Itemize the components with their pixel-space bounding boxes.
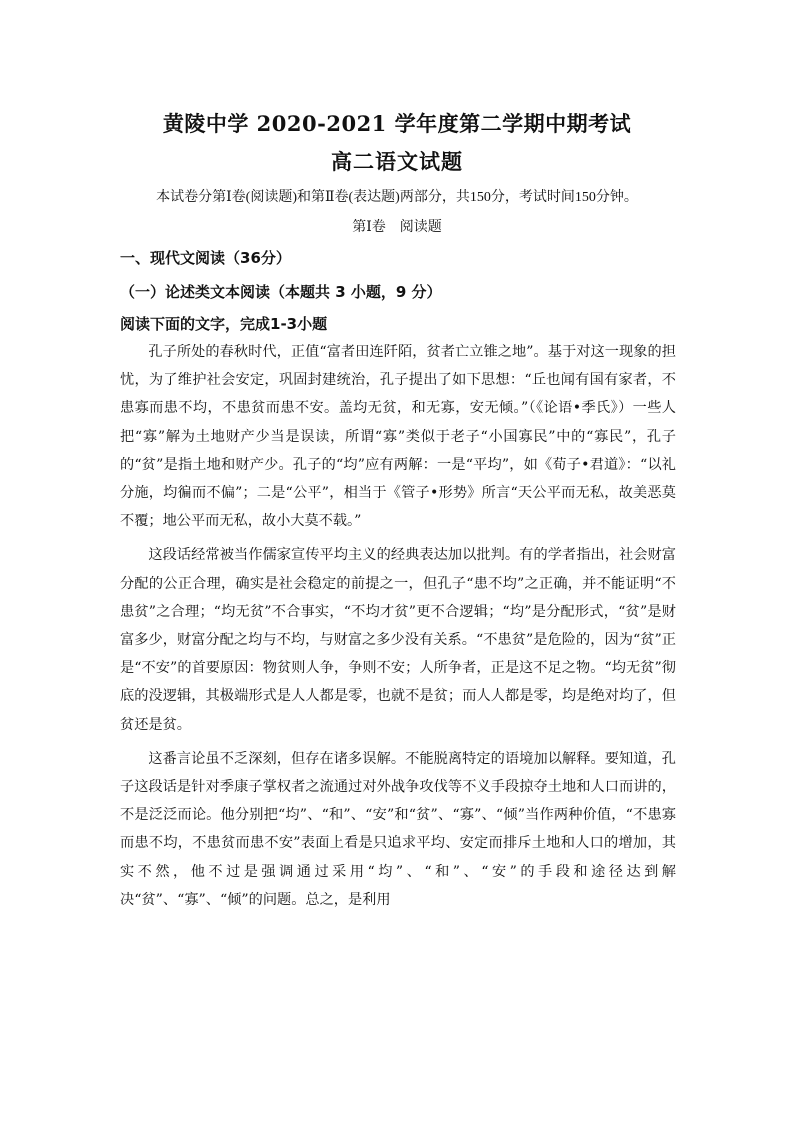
passage-paragraph-1: 孔子所处的春秋时代，正值“富者田连阡陌，贫者亡立锥之地”。基于对这一现象的担忧，为了维护社会安定，巩固封建统治，孔子提出了如下思想：“丘也闻有国有家者，不患寡而患不均，不患贫而患不安。盖均无贫，和无寡，安无倾。”（《论语•季氏》）一些人把“寡”解为土地财产少当是误读，所谓“寡”类似于老子“小国寡民”中的“寡民”，孔子的“贫”是指土地和财产少。孔子的“均”应有两解：一是“平均”，如《荀子•君道》：“以礼分施，均徧而不偏”；二是“公平”，相当于《管子•形势》所言“天公平而无私，故美恶莫不覆；地公平而无私，故小大莫不载。” <box>120 344 676 530</box>
volume-heading: 第Ⅰ卷 阅读题 <box>352 220 442 235</box>
subsection-heading: （一）论述类文本阅读（本题共 3 小题，9 分） <box>120 283 442 301</box>
section-heading: 一、现代文阅读（36分） <box>120 249 291 267</box>
exam-subtitle: 高二语文试题 <box>331 149 463 174</box>
reading-instruction: 阅读下面的文字，完成1-3小题 <box>120 315 328 333</box>
exam-intro: 本试卷分第Ⅰ卷(阅读题)和第Ⅱ卷(表达题)两部分，共150分，考试时间150分钟。 <box>156 190 638 205</box>
exam-title: 黄陵中学 2020-2021 学年度第二学期中期考试 <box>162 111 632 136</box>
passage-paragraph-2: 这段话经常被当作儒家宣传平均主义的经典表达加以批判。有的学者指出，社会财富分配的公正合理，确实是社会稳定的前提之一，但孔子“患不均”之正确，并不能证明“不患贫”之合理；“均无贫”不合事实，“不均才贫”更不合逻辑；“均”是分配形式，“贫”是财富多少，财富分配之均与不均，与财富之多少没有关系。“不患贫”是危险的，因为“贫”正是“不安”的首要原因：物贫则人争，争则不安；人所争者，正是这不足之物。“均无贫”彻底的没逻辑，其极端形式是人人都是零，也就不是贫；而人人都是零，均是绝对均了，但贫还是贫。 <box>120 547 676 733</box>
passage-paragraph-3: 这番言论虽不乏深刻，但存在诸多误解。不能脱离特定的语境加以解释。要知道，孔子这段话是针对季康子掌权者之流通过对外战争攻伐等不义手段掠夺土地和人口而讲的，不是泛泛而论。他分别把“均”、“和”、“安”和“贫”、“寡”、“倾”当作两种价值，“不患寡而患不均，不患贫而患不安”表面上看是只追求平均、安定而排斥土地和人口的增加，其实不然，他不过是强调通过采用“均”、“和”、“安”的手段和途径达到解决“贫”、“寡”、“倾”的问题。总之，是利用 <box>120 750 676 908</box>
reading-passage <box>120 338 676 920</box>
